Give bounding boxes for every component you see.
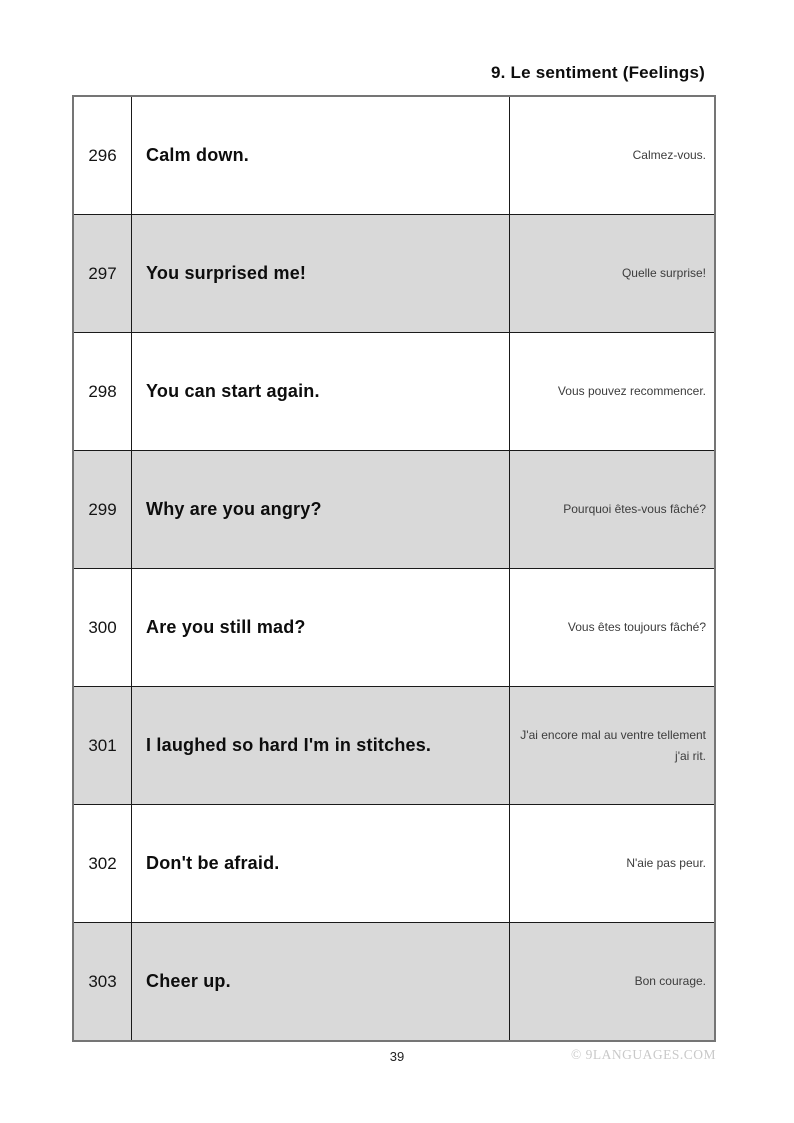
english-phrase: Are you still mad?: [132, 569, 510, 686]
english-phrase: Calm down.: [132, 97, 510, 214]
french-translation: Quelle surprise!: [621, 266, 706, 280]
table-row: [74, 332, 714, 450]
row-number: 302: [74, 805, 132, 922]
table-row: [74, 450, 714, 568]
row-number: 297: [74, 215, 132, 332]
french-translation: Bon courage.: [634, 974, 706, 988]
phrase-table: [72, 95, 716, 1042]
table-row: [74, 97, 714, 214]
row-number: 301: [74, 687, 132, 804]
english-phrase: I laughed so hard I'm in stitches.: [132, 687, 510, 804]
row-number: 296: [74, 97, 132, 214]
table-row: [74, 686, 714, 804]
english-phrase: You can start again.: [132, 333, 510, 450]
french-translation: Vous pouvez recommencer.: [557, 384, 706, 398]
page-title: 9. Le sentiment (Feelings): [491, 63, 705, 82]
watermark: © 9LANGUAGES.COM: [570, 1047, 716, 1062]
english-phrase: Don't be afraid.: [132, 805, 510, 922]
french-translation: Calmez-vous.: [632, 148, 706, 162]
table-row: [74, 214, 714, 332]
row-number: 300: [74, 569, 132, 686]
page-number: 39: [389, 1049, 405, 1064]
row-number: 299: [74, 451, 132, 568]
french-translation: Pourquoi êtes-vous fâché?: [563, 502, 706, 516]
french-translation: J'ai encore mal au ventre tellement j'ai rit.: [520, 727, 706, 763]
table-row: [74, 922, 714, 1040]
french-translation: N'aie pas peur.: [626, 856, 706, 870]
english-phrase: Why are you angry?: [132, 451, 510, 568]
row-number: 298: [74, 333, 132, 450]
english-phrase: You surprised me!: [132, 215, 510, 332]
table-row: [74, 804, 714, 922]
table-row: [74, 568, 714, 686]
french-translation: Vous êtes toujours fâché?: [567, 620, 706, 634]
row-number: 303: [74, 923, 132, 1040]
english-phrase: Cheer up.: [132, 923, 510, 1040]
